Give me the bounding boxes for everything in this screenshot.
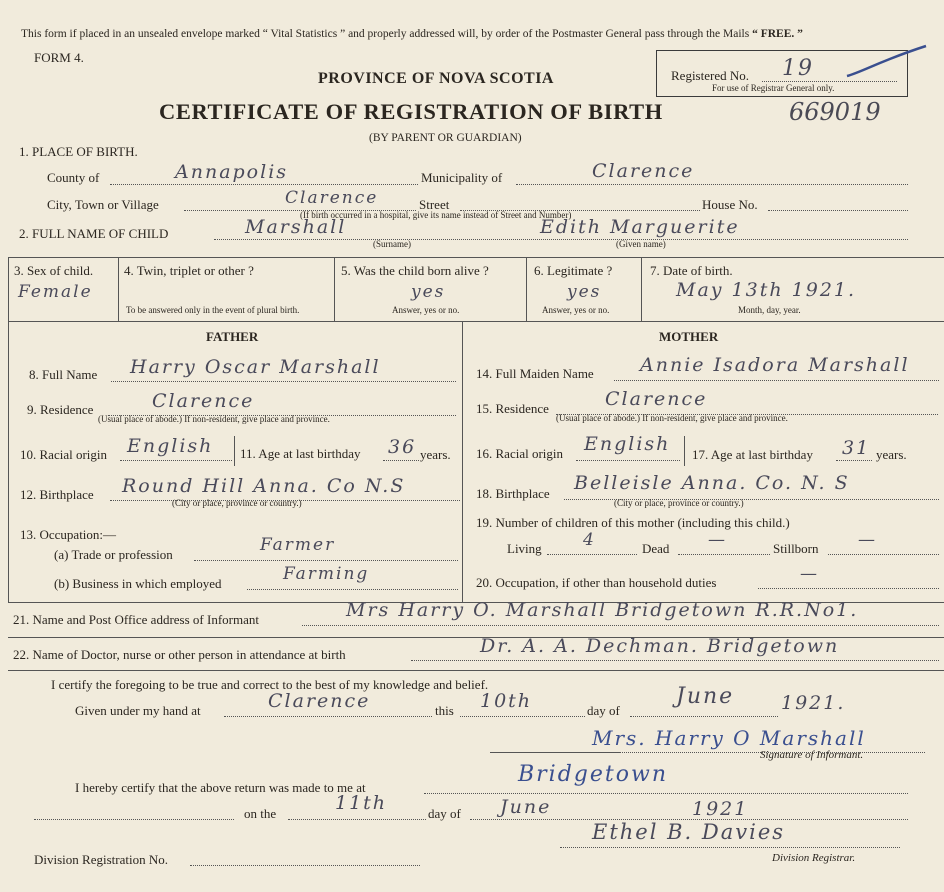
mother-years-label: years. bbox=[876, 447, 907, 462]
surname-value: Marshall bbox=[245, 216, 347, 238]
form-number: FORM 4. bbox=[34, 50, 84, 65]
given-under-label: Given under my hand at bbox=[75, 703, 201, 718]
mother-occupation-label: 20. Occupation, if other than household duties bbox=[476, 575, 717, 590]
received-month-value: June bbox=[500, 796, 552, 818]
registered-no-label: Registered No. bbox=[671, 68, 749, 83]
doctor-value: Dr. A. A. Dechman. Bridgetown bbox=[480, 635, 840, 657]
father-birthplace-value: Round Hill Anna. Co N.S bbox=[122, 475, 406, 497]
street-label: Street bbox=[419, 197, 450, 212]
registered-no-value: 19 bbox=[782, 56, 814, 81]
division-reg-no-line bbox=[190, 865, 420, 866]
county-line bbox=[110, 184, 418, 185]
received-day-line bbox=[288, 819, 426, 820]
twin-label: 4. Twin, triplet or other ? bbox=[124, 263, 254, 278]
certificate-subtitle: (BY PARENT OR GUARDIAN) bbox=[369, 132, 522, 144]
on-the-label: on the bbox=[244, 806, 277, 821]
grid-left-rule bbox=[8, 257, 9, 602]
grid-mid-rule bbox=[8, 321, 944, 322]
dead-label: Dead bbox=[642, 541, 670, 556]
business-value: Farming bbox=[283, 564, 370, 584]
informant-signature: Mrs. Harry O Marshall bbox=[592, 726, 866, 750]
given-name-note: (Given name) bbox=[616, 239, 666, 249]
father-residence-value: Clarence bbox=[152, 390, 255, 412]
mother-racial-line bbox=[576, 460, 680, 461]
father-birthplace-note: (City or place, province or country.) bbox=[172, 498, 302, 508]
date-of-birth-value: May 13th 1921. bbox=[676, 279, 857, 301]
division-registrar-label: Division Registrar. bbox=[772, 852, 856, 864]
date-of-birth-note: Month, day, year. bbox=[738, 305, 801, 315]
mother-heading: MOTHER bbox=[659, 329, 719, 344]
given-month-value: June bbox=[676, 684, 735, 709]
place-of-birth-label: 1. PLACE OF BIRTH. bbox=[19, 144, 138, 159]
grid-top-rule bbox=[8, 257, 944, 258]
informant-line bbox=[302, 625, 939, 626]
county-label: County of bbox=[47, 170, 100, 185]
municipality-value: Clarence bbox=[592, 160, 695, 182]
county-value: Annapolis bbox=[175, 161, 289, 183]
father-age-value: 36 bbox=[388, 436, 417, 458]
mother-age-label: 17. Age at last birthday bbox=[692, 447, 813, 462]
grid-col-4 bbox=[641, 257, 642, 321]
father-racial-divider bbox=[234, 436, 235, 466]
trade-line bbox=[194, 560, 458, 561]
postal-notice bbox=[21, 29, 803, 41]
father-birthplace-label: 12. Birthplace bbox=[20, 487, 94, 502]
mother-age-line bbox=[836, 460, 872, 461]
municipality-label: Municipality of bbox=[421, 170, 503, 185]
father-racial-line bbox=[120, 460, 232, 461]
received-statement: I hereby certify that the above return was made to me at bbox=[75, 780, 366, 795]
certify-statement: I certify the foregoing to be true and correct to the best of my knowledge and belief. bbox=[51, 677, 489, 692]
dead-line bbox=[678, 554, 770, 555]
child-name-label: 2. FULL NAME OF CHILD bbox=[19, 226, 169, 241]
mother-age-value: 31 bbox=[842, 437, 871, 459]
father-age-line bbox=[383, 460, 419, 461]
mother-occupation-value: — bbox=[800, 564, 819, 584]
sex-label: 3. Sex of child. bbox=[14, 263, 94, 278]
dead-value: — bbox=[708, 530, 727, 550]
informant-value: Mrs Harry O. Marshall Bridgetown R.R.No1. bbox=[346, 599, 859, 621]
mother-birthplace-label: 18. Birthplace bbox=[476, 486, 550, 501]
business-label: (b) Business in which employed bbox=[54, 576, 222, 591]
doctor-label: 22. Name of Doctor, nurse or other person in attendance at birth bbox=[13, 647, 346, 662]
legitimate-value: yes bbox=[567, 282, 602, 302]
mother-residence-label: 15. Residence bbox=[476, 401, 549, 416]
children-label: 19. Number of children of this mother (including this child.) bbox=[476, 515, 790, 530]
received-day-value: 11th bbox=[335, 792, 388, 814]
received-place-line bbox=[424, 793, 908, 794]
registrar-signature: Ethel B. Davies bbox=[592, 820, 786, 844]
mother-birthplace-note: (City or place, province or country.) bbox=[614, 498, 744, 508]
stillborn-value: — bbox=[858, 530, 877, 550]
stillborn-label: Stillborn bbox=[773, 541, 819, 556]
given-day-line bbox=[460, 716, 585, 717]
sex-value: Female bbox=[18, 282, 93, 302]
given-year-value: 1921. bbox=[781, 692, 846, 714]
given-place-value: Clarence bbox=[268, 690, 371, 712]
certificate-number: 669019 bbox=[789, 98, 881, 126]
father-heading: FATHER bbox=[206, 329, 259, 344]
given-month-line bbox=[630, 716, 778, 717]
province-heading: PROVINCE OF NOVA SCOTIA bbox=[318, 70, 554, 87]
city-value: Clarence bbox=[285, 188, 379, 208]
trade-label: (a) Trade or profession bbox=[54, 547, 173, 562]
grid-parent-divider bbox=[462, 321, 463, 602]
father-name-value: Harry Oscar Marshall bbox=[130, 356, 381, 378]
check-mark bbox=[842, 42, 932, 82]
this-label: this bbox=[435, 703, 454, 718]
division-reg-no-label: Division Registration No. bbox=[34, 852, 168, 867]
trade-value: Farmer bbox=[260, 535, 336, 555]
alive-note: Answer, yes or no. bbox=[392, 305, 460, 315]
received-year-value: 1921 bbox=[692, 798, 749, 820]
registrar-use-note: For use of Registrar General only. bbox=[712, 83, 835, 93]
doctor-line bbox=[411, 660, 939, 661]
living-value: 4 bbox=[583, 530, 596, 550]
child-name-line bbox=[214, 239, 908, 240]
stillborn-line bbox=[828, 554, 939, 555]
given-name-value: Edith Marguerite bbox=[540, 216, 740, 238]
certificate-title: CERTIFICATE OF REGISTRATION OF BIRTH bbox=[159, 99, 663, 124]
postal-notice-text: This form if placed in an unsealed envelope marked “ Vital Statistics ” and properly addressed will, by order of the Postmaster General pass through the Mails bbox=[21, 28, 750, 40]
occupation-label: 13. Occupation:— bbox=[20, 527, 117, 542]
business-line bbox=[247, 589, 458, 590]
father-name-line bbox=[111, 381, 456, 382]
legitimate-label: 6. Legitimate ? bbox=[534, 263, 613, 278]
father-racial-value: English bbox=[127, 435, 214, 457]
mother-racial-divider bbox=[684, 436, 685, 466]
municipality-line bbox=[516, 184, 908, 185]
hospital-note: (If birth occurred in a hospital, give its name instead of Street and Number) bbox=[300, 210, 572, 220]
given-day-of-label: day of bbox=[587, 703, 620, 718]
city-label: City, Town or Village bbox=[47, 197, 159, 212]
date-of-birth-label: 7. Date of birth. bbox=[650, 263, 733, 278]
grid-col-1 bbox=[118, 257, 119, 321]
mother-racial-label: 16. Racial origin bbox=[476, 446, 564, 461]
postal-notice-free: “ FREE. ” bbox=[752, 28, 803, 40]
given-day-value: 10th bbox=[480, 690, 533, 712]
grid-col-3 bbox=[526, 257, 527, 321]
legitimate-note: Answer, yes or no. bbox=[542, 305, 610, 315]
informant-label: 21. Name and Post Office address of Informant bbox=[13, 612, 259, 627]
father-age-label: 11. Age at last birthday bbox=[240, 446, 361, 461]
received-place-value: Bridgetown bbox=[518, 762, 668, 787]
informant-signature-label: Signature of Informant. bbox=[760, 749, 864, 761]
received-day-of-label: day of bbox=[428, 806, 461, 821]
surname-note: (Surname) bbox=[373, 239, 411, 249]
father-years-label: years. bbox=[420, 447, 451, 462]
mother-name-line bbox=[614, 380, 939, 381]
received-left-line bbox=[34, 819, 234, 820]
grid-col-2 bbox=[334, 257, 335, 321]
father-residence-note: (Usual place of abode.) If non-resident, give place and province. bbox=[98, 414, 330, 424]
house-no-line bbox=[768, 210, 908, 211]
living-line bbox=[547, 554, 637, 555]
twin-note: To be answered only in the event of plural birth. bbox=[126, 305, 300, 315]
mother-occupation-line bbox=[758, 588, 939, 589]
mother-racial-value: English bbox=[584, 433, 671, 455]
father-residence-label: 9. Residence bbox=[27, 402, 94, 417]
mother-birthplace-value: Belleisle Anna. Co. N. S bbox=[574, 472, 850, 494]
mother-name-value: Annie Isadora Marshall bbox=[640, 354, 910, 376]
informant-signature-line bbox=[575, 752, 925, 753]
given-place-line bbox=[224, 716, 432, 717]
doctor-rule bbox=[8, 670, 944, 671]
alive-value: yes bbox=[411, 282, 446, 302]
father-racial-label: 10. Racial origin bbox=[20, 447, 108, 462]
father-name-label: 8. Full Name bbox=[29, 367, 98, 382]
mother-residence-value: Clarence bbox=[605, 388, 708, 410]
alive-label: 5. Was the child born alive ? bbox=[341, 263, 489, 278]
living-label: Living bbox=[507, 541, 542, 556]
registrar-signature-line bbox=[560, 847, 900, 848]
mother-residence-note: (Usual place of abode.) If non-resident, give place and province. bbox=[556, 413, 788, 423]
mother-name-label: 14. Full Maiden Name bbox=[476, 366, 594, 381]
house-no-label: House No. bbox=[702, 197, 758, 212]
